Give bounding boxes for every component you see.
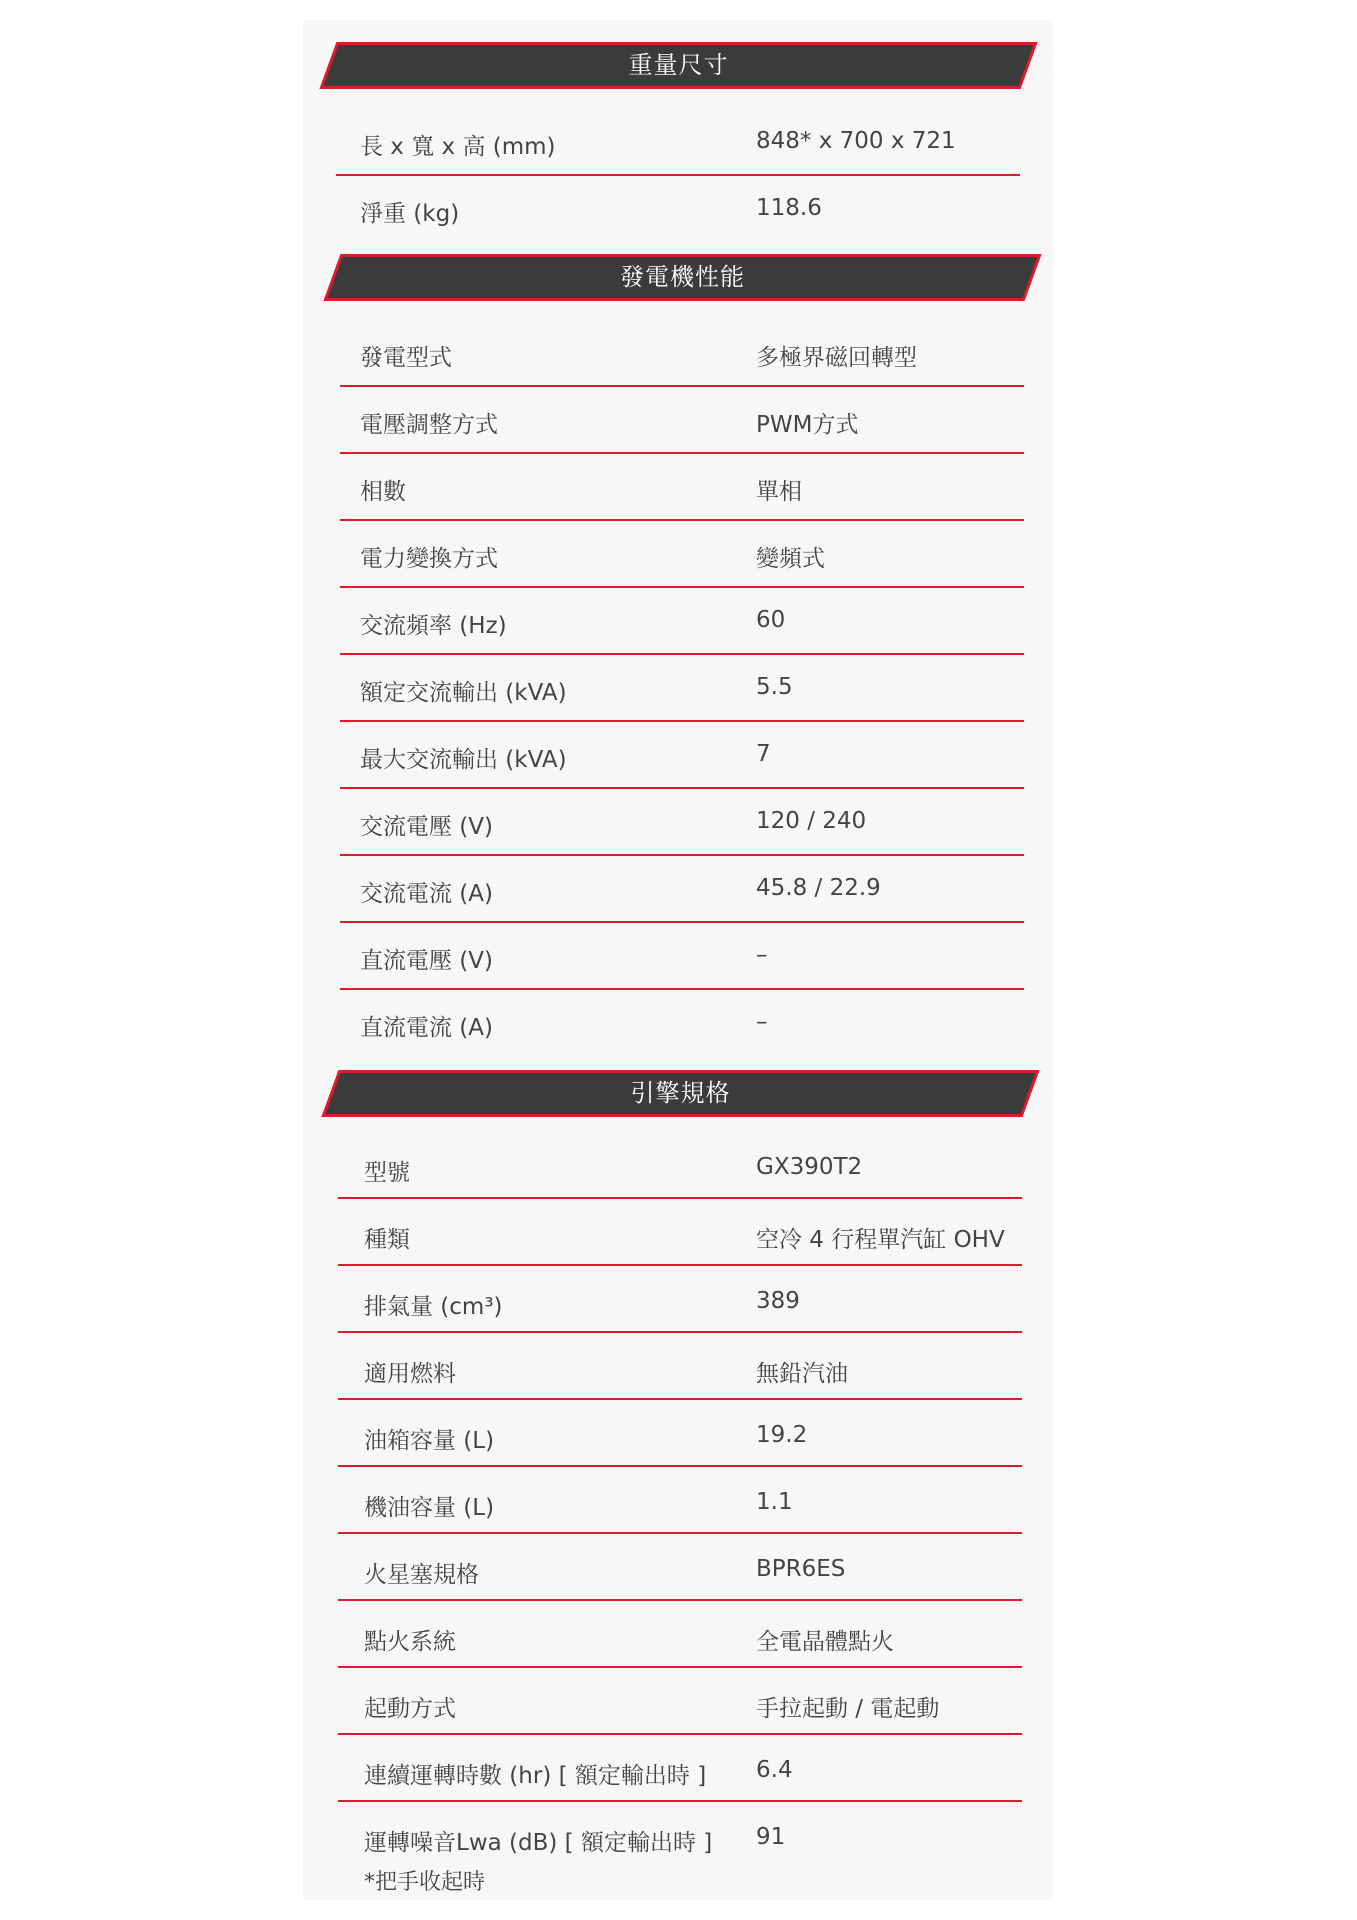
spec-value: GX390T2 xyxy=(756,1154,863,1180)
spec-row xyxy=(338,1333,1022,1400)
spec-value: 多極界磁回轉型 xyxy=(756,345,917,371)
spec-label: 連續運轉時數 (hr) [ 額定輸出時 ] xyxy=(364,1763,707,1789)
spec-value: BPR6ES xyxy=(756,1556,846,1582)
spec-value: 848* x 700 x 721 xyxy=(756,128,956,154)
spec-label: 電壓調整方式 xyxy=(360,412,498,438)
spec-row xyxy=(338,1802,1022,1895)
spec-value: PWM方式 xyxy=(756,412,859,438)
spec-value: 手拉起動 / 電起動 xyxy=(756,1696,940,1722)
spec-value: 91 xyxy=(756,1824,786,1850)
spec-row xyxy=(338,1735,1022,1802)
spec-label: 排氣量 (cm³) xyxy=(364,1294,503,1320)
spec-label: 種類 xyxy=(364,1227,410,1253)
spec-row xyxy=(340,923,1024,990)
spec-label: 油箱容量 (L) xyxy=(364,1428,495,1454)
spec-label: 相數 xyxy=(360,479,406,505)
spec-value: 空冷 4 行程單汽缸 OHV xyxy=(756,1227,1005,1253)
spec-label: 型號 xyxy=(364,1160,410,1186)
spec-value: 389 xyxy=(756,1288,800,1314)
spec-label: 交流頻率 (Hz) xyxy=(360,613,507,639)
spec-label: 淨重 (kg) xyxy=(360,201,460,227)
spec-value: – xyxy=(756,1009,768,1035)
spec-value: 全電晶體點火 xyxy=(756,1629,894,1655)
spec-label xyxy=(364,1824,712,1896)
spec-row xyxy=(340,789,1024,856)
spec-row xyxy=(340,990,1024,1057)
spec-label: 交流電壓 (V) xyxy=(360,814,493,840)
spec-value: 19.2 xyxy=(756,1422,808,1448)
spec-row xyxy=(340,320,1024,387)
spec-row xyxy=(338,1132,1022,1199)
spec-value: 變頻式 xyxy=(756,546,825,572)
spec-label: 適用燃料 xyxy=(364,1361,456,1387)
spec-row xyxy=(340,722,1024,789)
spec-row xyxy=(338,1601,1022,1668)
spec-row xyxy=(338,1400,1022,1467)
spec-value: 6.4 xyxy=(756,1757,793,1783)
spec-label: 交流電流 (A) xyxy=(360,881,493,907)
spec-row xyxy=(338,1668,1022,1735)
spec-value: 118.6 xyxy=(756,195,822,221)
spec-row xyxy=(340,588,1024,655)
spec-row xyxy=(338,1199,1022,1266)
spec-value: 7 xyxy=(756,741,771,767)
spec-value: 120 / 240 xyxy=(756,808,867,834)
spec-label: 發電型式 xyxy=(360,345,452,371)
spec-row xyxy=(338,1266,1022,1333)
spec-row xyxy=(340,521,1024,588)
spec-value: – xyxy=(756,942,768,968)
spec-label: 直流電流 (A) xyxy=(360,1015,493,1041)
spec-label-text: 運轉噪音Lwa (dB) [ 額定輸出時 ] xyxy=(364,1830,713,1856)
spec-value: 60 xyxy=(756,607,786,633)
spec-label: 起動方式 xyxy=(364,1696,456,1722)
section-title-engine-specs: 引擎規格 xyxy=(630,1079,731,1107)
spec-value: 單相 xyxy=(756,479,802,505)
spec-row xyxy=(340,856,1024,923)
spec-label: 額定交流輸出 (kVA) xyxy=(360,680,567,706)
spec-label: 電力變換方式 xyxy=(360,546,498,572)
spec-row xyxy=(340,454,1024,521)
spec-row xyxy=(338,1534,1022,1601)
spec-label: 最大交流輸出 (kVA) xyxy=(360,747,567,773)
spec-row xyxy=(336,110,1020,176)
spec-row xyxy=(338,1467,1022,1534)
spec-row xyxy=(336,176,1020,242)
section-title-generator-performance: 發電機性能 xyxy=(620,263,745,291)
spec-label: 機油容量 (L) xyxy=(364,1495,495,1521)
spec-label: 長 x 寬 x 高 (mm) xyxy=(360,134,556,160)
spec-value: 無鉛汽油 xyxy=(756,1361,848,1387)
spec-label: 點火系統 xyxy=(364,1629,456,1655)
spec-label: 火星塞規格 xyxy=(364,1562,479,1588)
section-title-dimensions: 重量尺寸 xyxy=(628,51,729,79)
spec-value: 1.1 xyxy=(756,1489,793,1515)
spec-value: 45.8 / 22.9 xyxy=(756,875,881,901)
spec-row xyxy=(340,655,1024,722)
spec-value: 5.5 xyxy=(756,674,793,700)
spec-label: 直流電壓 (V) xyxy=(360,948,493,974)
spec-row xyxy=(340,387,1024,454)
footnote: *把手收起時 xyxy=(364,1870,486,1895)
